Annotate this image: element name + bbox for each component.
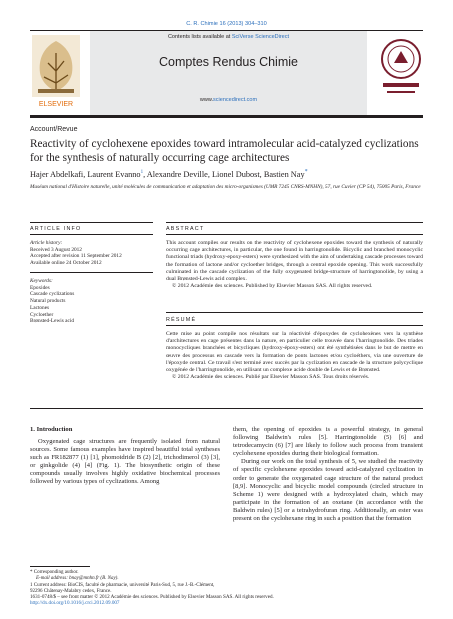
article-info-heading: ARTICLE INFO <box>30 226 82 232</box>
abstract-body <box>166 240 423 290</box>
intro-paragraph-3: During our work on the total synthesis of 5, we studied the reactivity of specific cyclohexene epoxides toward acid-catalyzed cyclization in order to generate the oxygenated cage structure of the natural product [8,9]. Monocyclic and bicyclic model compounds (circled structure in Scheme 1) were designed with a hydroxylated chain, which may participate in the formation of an oxetane (in accordance with the Baldwin rules) [5] or a tetrahydrofuran ring. Additionally, an ester was present on the cyclohexane ring in such a position that the formation <box>233 458 423 523</box>
front-matter-footer <box>30 594 423 607</box>
elsevier-wordmark: ELSEVIER <box>38 101 74 108</box>
keyword: Lactones <box>30 304 50 311</box>
abstract-copyright: © 2012 Académie des sciences. Published by Elsevier Masson SAS. All rights reserved. <box>172 283 373 290</box>
contents-line: Contents lists available at SciVerse ScienceDirect <box>167 34 290 40</box>
keywords <box>30 278 153 325</box>
keyword: Natural products <box>30 298 66 305</box>
footnote-corresponding: * Corresponding author. <box>30 570 79 575</box>
abstract-text: This account compiles our results on the reactivity of cyclohexene epoxides toward the synthesis of naturally occurring cage architectures, in particular, the one found in harringtonolide. Bicyclic and branched monocyclic functional triads (hydroxy-epoxy-esters) were synthesized with the aim of undertaking cascade processes toward the formation of lactone and/or cycloether bridges, through a central epoxide opening. This work successfully culminated in the cascade cyclization of the fully oxygenated bridge-structure of harringtonolide, by using a dual Brønsted-Lewis acid complex. <box>166 240 423 283</box>
resume-body <box>166 331 423 381</box>
keyword: Cascade cyclizations <box>30 291 75 298</box>
history-item: Available online 24 October 2012 <box>30 260 102 267</box>
abstract-head-rule <box>166 234 423 235</box>
academy-seal-icon <box>379 35 423 107</box>
footnote-current-address: 1 Current address: BioCIS, faculté de pharmacie, université Paris-Sud, 5, rue J.-B.-Clément, 92296 Châtenay-Malabry cedex, France. <box>30 582 215 594</box>
resume-heading: RÉSUMÉ <box>166 317 197 323</box>
journal-name: Comptes Rendus Chimie <box>159 55 298 69</box>
intro-paragraph-1: Oxygenated cage structures are frequently isolated from natural sources. Some famous examples have inspired beautiful total syntheses such as FR182877 (1) [1], phomoidride B (2) [2], trichodimerol (3) [3], or ginkgolide (4) [4] (Fig. 1). The biosynthetic origin of these compounds usually involves highly oxidative biochemical processes followed by various types of cyclizations. Among <box>30 438 220 486</box>
footnotes <box>30 570 220 595</box>
homepage-link[interactable]: sciencedirect.com <box>213 97 258 103</box>
header-banner <box>90 31 367 115</box>
keywords-label: Keywords: <box>30 278 53 284</box>
author-list: Hajer Abdelkafi, Laurent Evanno$^1$, Alexandre Deville, Lionel Dubost, Bastien Nay* <box>30 169 308 179</box>
intro-right-column <box>233 426 423 523</box>
intro-paragraph-2: them, the opening of epoxides is a powerful strategy, in general following Baldwin's rules [5]. Harringtonolide (5) [6] and tetrodecamycin (6) [7] are likely to follow such process from transient cyclohexene epoxides during their biological formation. <box>233 426 423 458</box>
front-matter-rule <box>30 408 423 409</box>
affiliation: Muséum national d'Histoire naturelle, unité molécules de communication et adaptation des micro-organismes (UMR 7245 CNRS-MNHN), 57, rue Cuvier (CP 54), 75005 Paris, France <box>30 184 421 190</box>
doi-link[interactable]: http://dx.doi.org/10.1016/j.crci.2012.09.007 <box>30 600 120 607</box>
keywords-rule <box>30 272 153 273</box>
keyword: Epoxides <box>30 284 50 291</box>
abstract-top-rule <box>166 222 423 223</box>
homepage-line: www.sciencedirect.com <box>199 97 258 103</box>
footnote-rule <box>30 566 90 567</box>
resume-rule <box>166 312 423 313</box>
footnote-email[interactable]: E-mail address: bnay@mnhn.fr (B. Nay). <box>36 576 119 582</box>
article-title: Reactivity of cyclohexene epoxides toward intramolecular acid-catalyzed cyclizations for the synthesis of naturally occurring cage architectures <box>30 138 419 164</box>
elsevier-logo <box>30 33 82 113</box>
article-history <box>30 240 153 267</box>
resume-text: Cette mise au point compile nos résultats sur la réactivité d'époxydes de cyclohexènes vers la synthèse d'architectures en cage présentes dans la nature, en particulier celle trouvée dans l'harringtonolide. Des triades monocycliques branchées et bicycliques (hydroxy-époxy-esters) ont été synthétisées dans le but de mettre en œuvre des processus en cascade vers la formation de ponts lactones et/ou cycloéthers, via une ouverture de l'époxyde central. Ce travail s'est terminé avec succès par la cyclization en cascade de la structure polycyclique oxygénée de l'harringtonolide, en utilisant un complexe acide double de Lewis et de Brønsted. <box>166 331 423 374</box>
keyword: Brønsted-Lewis acid <box>30 318 74 325</box>
keyword: Cycloether <box>30 311 54 318</box>
history-item: Received 3 August 2012 <box>30 246 82 253</box>
sciencedirect-link[interactable]: SciVerse ScienceDirect <box>231 34 290 40</box>
resume-head-rule <box>166 325 423 326</box>
issn-line: 1631-0748/$ – see front matter © 2012 Académie des sciences. Published by Elsevier Masson SAS. All rights reserved. <box>30 594 274 600</box>
journal-header <box>30 30 423 118</box>
info-top-rule <box>30 222 153 223</box>
resume-copyright: © 2012 Académie des sciences. Publié par Elsevier Masson SAS. Tous droits réservés. <box>172 374 370 381</box>
abstract-heading: ABSTRACT <box>166 226 205 232</box>
affiliation-footnote-link[interactable]: 1 <box>140 170 144 175</box>
history-item: Accepted after revision 11 September 2012 <box>30 253 122 260</box>
history-label: Article history: <box>30 240 63 246</box>
info-head-rule <box>30 234 153 235</box>
section-heading-introduction: 1. Introduction <box>30 426 73 433</box>
corresponding-author-link[interactable]: * <box>304 169 308 175</box>
article-section: Account/Revue <box>30 126 78 133</box>
journal-citation[interactable]: C. R. Chimie 16 (2013) 304–310 <box>186 21 267 27</box>
